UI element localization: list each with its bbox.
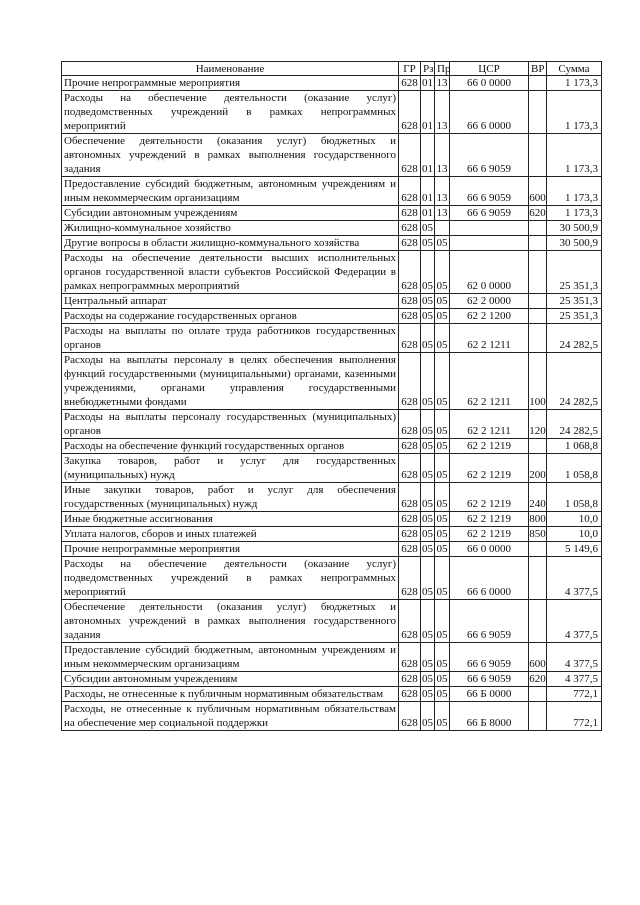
row-rz-cell: 05 (421, 600, 435, 643)
row-sum-cell: 30 500,9 (547, 221, 602, 236)
header-pr: Пр (435, 62, 450, 76)
row-sum-cell: 1 173,3 (547, 91, 602, 134)
table-row (62, 309, 602, 324)
table-row (62, 324, 602, 353)
row-gr-cell: 628 (399, 134, 421, 177)
row-vr-cell: 600 (529, 177, 547, 206)
row-pr-cell (435, 221, 450, 236)
table-row (62, 542, 602, 557)
row-sum-cell: 4 377,5 (547, 557, 602, 600)
row-csr-cell: 62 2 1219 (450, 512, 529, 527)
row-name-cell: Расходы, не отнесенные к публичным нормативным обязательствам (62, 687, 399, 702)
header-sum: Сумма (547, 62, 602, 76)
table-row (62, 76, 602, 91)
row-rz-cell: 05 (422, 528, 433, 540)
row-pr-cell: 05 (436, 440, 448, 452)
row-name-cell: Расходы, не отнесенные к публичным нормативным обязательствам на обеспечение мер социальной поддержки (62, 702, 399, 731)
row-sum-cell: 1 173,3 (547, 177, 602, 206)
row-sum-cell: 24 282,5 (547, 410, 602, 439)
table-row (62, 439, 602, 454)
row-rz-cell: 01 (421, 134, 435, 177)
row-gr-cell: 628 (399, 512, 421, 527)
row-pr-cell: 05 (436, 237, 448, 249)
row-vr-cell (529, 324, 547, 353)
row-vr-cell: 600 (529, 643, 547, 672)
table-row (62, 454, 602, 483)
row-pr-cell: 05 (436, 513, 448, 525)
header-gr: ГР (399, 62, 421, 76)
row-sum-cell: 1 068,8 (547, 439, 602, 454)
row-vr-cell (529, 91, 547, 134)
row-pr-cell: 05 (436, 310, 448, 322)
row-gr-cell: 628 (399, 687, 421, 702)
row-vr-cell: 800 (529, 513, 546, 525)
row-rz-cell: 01 (421, 91, 435, 134)
row-gr-cell: 628 (399, 483, 421, 512)
row-name-cell: Обеспечение деятельности (оказания услуг) бюджетных и автономных учреждений в рамках выполнения государственного задания (62, 134, 399, 177)
table-row (62, 221, 602, 236)
row-rz-cell: 05 (421, 643, 435, 672)
row-name-cell: Расходы на выплаты персоналу в целях обеспечения выполнения функций государственными (муниципальными) органами, казенными учреждениями, органами управления государственными внебюджетными фондами (62, 353, 399, 410)
row-vr-cell (529, 236, 547, 251)
row-name-cell: Центральный аппарат (62, 294, 399, 309)
row-csr-cell: 62 0 0000 (450, 251, 529, 294)
row-gr-cell: 628 (399, 410, 421, 439)
row-vr-cell (529, 134, 547, 177)
row-name-cell: Расходы на обеспечение деятельности высших исполнительных органов государственной власти субъектов Российской Федерации в рамках непрограммных мероприятий (62, 251, 399, 294)
row-pr-cell: 05 (435, 324, 450, 353)
budget-table (61, 61, 602, 731)
row-csr-cell: 62 2 1211 (450, 324, 529, 353)
row-name-cell: Прочие непрограммные мероприятия (62, 76, 399, 91)
table-row (62, 134, 602, 177)
row-name-cell: Расходы на выплаты по оплате труда работников государственных органов (62, 324, 399, 353)
row-rz-cell: 01 (422, 77, 433, 89)
row-gr-cell: 628 (399, 177, 421, 206)
row-name-cell: Иные закупки товаров, работ и услуг для обеспечения государственных (муниципальных) нужд (62, 483, 399, 512)
table-row (62, 353, 602, 410)
table-row (62, 527, 602, 542)
table-row (62, 557, 602, 600)
row-csr-cell (450, 236, 529, 251)
table-row (62, 512, 602, 527)
row-gr-cell: 628 (399, 672, 421, 687)
table-row (62, 236, 602, 251)
row-sum-cell: 24 282,5 (547, 324, 602, 353)
row-rz-cell: 05 (421, 353, 435, 410)
row-gr-cell: 628 (399, 91, 421, 134)
row-name-cell: Жилищно-коммунальное хозяйство (62, 221, 399, 236)
row-vr-cell (529, 294, 547, 309)
row-vr-cell (529, 251, 547, 294)
table-header-row (62, 62, 602, 76)
row-csr-cell: 66 Б 8000 (450, 702, 529, 731)
row-csr-cell: 66 6 9059 (450, 643, 529, 672)
row-sum-cell: 4 377,5 (547, 672, 602, 687)
table-row (62, 294, 602, 309)
row-rz-cell: 05 (421, 702, 435, 731)
row-rz-cell: 05 (422, 543, 433, 555)
row-sum-cell: 4 377,5 (547, 643, 602, 672)
row-pr-cell: 05 (436, 543, 448, 555)
row-pr-cell: 05 (435, 454, 450, 483)
row-pr-cell: 05 (436, 528, 448, 540)
row-sum-cell: 25 351,3 (547, 309, 602, 324)
row-rz-cell: 05 (421, 251, 435, 294)
row-name-cell: Иные бюджетные ассигнования (62, 512, 399, 527)
row-pr-cell: 05 (435, 702, 450, 731)
row-sum-cell: 24 282,5 (547, 353, 602, 410)
row-csr-cell: 62 2 1211 (450, 410, 529, 439)
row-pr-cell: 13 (436, 77, 448, 89)
row-pr-cell: 05 (436, 688, 448, 700)
row-rz-cell: 05 (422, 513, 433, 525)
row-rz-cell: 05 (422, 222, 433, 234)
table-row (62, 91, 602, 134)
row-csr-cell: 66 6 9059 (450, 672, 529, 687)
row-pr-cell: 05 (435, 353, 450, 410)
row-csr-cell: 66 6 0000 (450, 557, 529, 600)
row-pr-cell: 05 (435, 483, 450, 512)
row-name-cell: Предоставление субсидий бюджетным, автономным учреждениям и иным некоммерческим организациям (62, 177, 399, 206)
row-vr-cell (529, 439, 547, 454)
row-sum-cell: 772,1 (547, 702, 602, 731)
row-csr-cell: 66 6 9059 (450, 177, 529, 206)
row-csr-cell: 66 6 9059 (450, 134, 529, 177)
table-row (62, 643, 602, 672)
header-rz: Рз (421, 62, 435, 76)
header-name: Наименование (62, 62, 399, 76)
table-row (62, 672, 602, 687)
table-row (62, 687, 602, 702)
row-rz-cell: 05 (421, 454, 435, 483)
row-gr-cell: 628 (399, 557, 421, 600)
table-row (62, 483, 602, 512)
row-csr-cell: 66 6 9059 (450, 206, 529, 221)
row-vr-cell (529, 76, 547, 91)
row-name-cell: Закупка товаров, работ и услуг для государственных (муниципальных) нужд (62, 454, 399, 483)
row-gr-cell: 628 (399, 221, 421, 236)
row-name-cell: Расходы на обеспечение деятельности (оказание услуг) подведомственных учреждений в рамках непрограммных мероприятий (62, 557, 399, 600)
row-vr-cell (529, 542, 547, 557)
row-sum-cell: 30 500,9 (547, 236, 602, 251)
row-name-cell: Обеспечение деятельности (оказания услуг) бюджетных и автономных учреждений в рамках выполнения государственного задания (62, 600, 399, 643)
row-csr-cell: 66 0 0000 (450, 76, 529, 91)
row-sum-cell: 10,0 (547, 527, 602, 542)
row-vr-cell: 200 (529, 454, 547, 483)
row-sum-cell: 25 351,3 (547, 251, 602, 294)
row-csr-cell: 66 6 9059 (450, 600, 529, 643)
row-name-cell: Предоставление субсидий бюджетным, автономным учреждениям и иным некоммерческим организациям (62, 643, 399, 672)
row-csr-cell: 66 Б 0000 (450, 687, 529, 702)
row-gr-cell: 628 (399, 324, 421, 353)
table-row (62, 206, 602, 221)
row-name-cell: Расходы на содержание государственных органов (62, 309, 399, 324)
document-page (61, 61, 601, 731)
row-pr-cell: 05 (436, 673, 448, 685)
row-rz-cell: 05 (422, 440, 433, 452)
header-vr: ВР (529, 62, 547, 76)
row-pr-cell: 05 (435, 251, 450, 294)
row-vr-cell: 240 (529, 483, 547, 512)
row-sum-cell: 772,1 (547, 687, 602, 702)
row-sum-cell: 25 351,3 (547, 294, 602, 309)
row-rz-cell: 05 (421, 324, 435, 353)
row-name-cell: Субсидии автономным учреждениям (62, 206, 399, 221)
row-rz-cell: 05 (421, 483, 435, 512)
row-gr-cell: 628 (399, 542, 421, 557)
row-rz-cell: 05 (422, 310, 433, 322)
row-rz-cell: 05 (421, 557, 435, 600)
table-row (62, 702, 602, 731)
table-row (62, 600, 602, 643)
row-pr-cell: 05 (435, 410, 450, 439)
row-pr-cell: 05 (435, 600, 450, 643)
row-gr-cell: 628 (399, 600, 421, 643)
row-gr-cell: 628 (399, 527, 421, 542)
row-pr-cell: 13 (436, 207, 448, 219)
row-sum-cell: 5 149,6 (547, 542, 602, 557)
row-rz-cell: 05 (421, 410, 435, 439)
row-name-cell: Другие вопросы в области жилищно-коммунального хозяйства (62, 236, 399, 251)
row-vr-cell (529, 221, 547, 236)
header-csr: ЦСР (450, 62, 529, 76)
row-name-cell: Уплата налогов, сборов и иных платежей (62, 527, 399, 542)
row-rz-cell: 05 (422, 295, 433, 307)
row-rz-cell: 05 (422, 688, 433, 700)
row-gr-cell: 628 (399, 454, 421, 483)
row-pr-cell: 13 (435, 177, 450, 206)
row-csr-cell: 66 0 0000 (450, 542, 529, 557)
row-sum-cell: 4 377,5 (547, 600, 602, 643)
row-csr-cell: 62 2 1211 (450, 353, 529, 410)
row-rz-cell: 01 (422, 207, 433, 219)
row-vr-cell (529, 687, 547, 702)
row-gr-cell: 628 (399, 439, 421, 454)
row-name-cell: Субсидии автономным учреждениям (62, 672, 399, 687)
row-gr-cell: 628 (399, 643, 421, 672)
row-gr-cell: 628 (399, 206, 421, 221)
row-gr-cell: 628 (399, 251, 421, 294)
row-name-cell: Расходы на обеспечение деятельности (оказание услуг) подведомственных учреждений в рамках непрограммных мероприятий (62, 91, 399, 134)
row-gr-cell: 628 (399, 294, 421, 309)
row-sum-cell: 1 173,3 (547, 206, 602, 221)
row-csr-cell: 62 2 1219 (450, 527, 529, 542)
row-csr-cell: 66 6 0000 (450, 91, 529, 134)
row-name-cell: Расходы на обеспечение функций государственных органов (62, 439, 399, 454)
row-vr-cell (529, 600, 547, 643)
row-gr-cell: 628 (399, 702, 421, 731)
row-pr-cell: 05 (436, 295, 448, 307)
row-sum-cell: 10,0 (547, 512, 602, 527)
row-pr-cell: 13 (435, 134, 450, 177)
row-vr-cell: 620 (529, 207, 546, 219)
row-name-cell: Расходы на выплаты персоналу государственных (муниципальных) органов (62, 410, 399, 439)
row-rz-cell: 05 (422, 673, 433, 685)
row-gr-cell: 628 (399, 353, 421, 410)
row-csr-cell: 62 2 1219 (450, 454, 529, 483)
table-row (62, 251, 602, 294)
row-gr-cell: 628 (399, 309, 421, 324)
row-csr-cell: 62 2 1219 (450, 483, 529, 512)
row-vr-cell: 120 (529, 410, 547, 439)
row-vr-cell: 850 (529, 528, 546, 540)
row-vr-cell (529, 702, 547, 731)
row-vr-cell (529, 557, 547, 600)
row-csr-cell: 62 2 0000 (450, 294, 529, 309)
row-csr-cell: 62 2 1200 (450, 309, 529, 324)
row-csr-cell (450, 221, 529, 236)
row-gr-cell: 628 (399, 76, 421, 91)
row-pr-cell: 05 (435, 643, 450, 672)
row-pr-cell: 05 (435, 557, 450, 600)
row-pr-cell: 13 (435, 91, 450, 134)
row-sum-cell: 1 173,3 (547, 134, 602, 177)
row-vr-cell: 100 (529, 353, 547, 410)
row-vr-cell: 620 (529, 673, 546, 685)
row-csr-cell: 62 2 1219 (450, 439, 529, 454)
row-rz-cell: 01 (421, 177, 435, 206)
row-sum-cell: 1 058,8 (547, 483, 602, 512)
row-sum-cell: 1 173,3 (547, 76, 602, 91)
row-vr-cell (529, 309, 547, 324)
row-name-cell: Прочие непрограммные мероприятия (62, 542, 399, 557)
table-row (62, 177, 602, 206)
row-gr-cell: 628 (399, 236, 421, 251)
row-rz-cell: 05 (422, 237, 433, 249)
row-sum-cell: 1 058,8 (547, 454, 602, 483)
table-row (62, 410, 602, 439)
